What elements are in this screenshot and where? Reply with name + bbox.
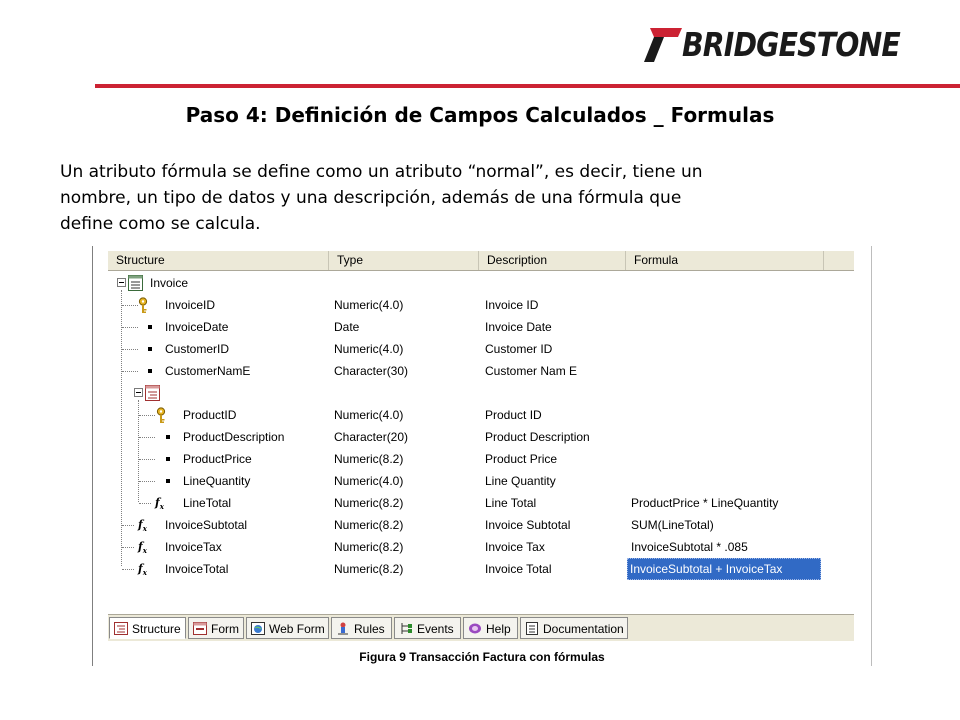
- structure-grid: [108, 246, 854, 612]
- attribute-bullet-icon: [148, 369, 152, 373]
- formula-fx-icon: $f_x$: [155, 496, 164, 512]
- grid-header: [108, 251, 854, 271]
- structure-icon: [114, 622, 128, 635]
- tree-row[interactable]: [108, 404, 854, 426]
- attribute-description: Line Total: [485, 496, 537, 510]
- tree-row[interactable]: [108, 448, 854, 470]
- attribute-name: CustomerID: [165, 342, 230, 356]
- tree-line: [122, 371, 138, 372]
- attribute-name: ProductPrice: [183, 452, 252, 466]
- tree-row[interactable]: [108, 558, 854, 580]
- slide-paragraph: Un atributo fórmula se define como un atributo “normal”, es decir, tiene un nombre, un tipo de datos y una descripción, además de una fórmula que define como se calcula.: [60, 162, 703, 234]
- key-icon: [156, 407, 166, 424]
- attribute-name: LineTotal: [183, 496, 232, 510]
- tab-label: Structure: [132, 622, 181, 636]
- collapse-toggle-icon[interactable]: [134, 388, 143, 397]
- attribute-type: Character(30): [334, 364, 409, 378]
- tab-label: Events: [417, 622, 454, 636]
- tree-row[interactable]: [108, 426, 854, 448]
- attribute-name: LineQuantity: [183, 474, 251, 488]
- tree-line: [122, 327, 138, 328]
- slide-title: Paso 4: Definición de Campos Calculados _ Formulas: [185, 103, 775, 127]
- tree-line: [122, 569, 134, 570]
- attribute-type: Numeric(8.2): [334, 496, 404, 510]
- attribute-type: Numeric(4.0): [334, 408, 404, 422]
- events-icon: [399, 622, 413, 635]
- tree-line: [139, 459, 155, 460]
- tree-row[interactable]: [108, 360, 854, 382]
- tree-row[interactable]: [108, 338, 854, 360]
- tree-line: [139, 415, 155, 416]
- attribute-type: Numeric(4.0): [334, 474, 404, 488]
- collapse-toggle-icon[interactable]: [117, 278, 126, 287]
- attribute-description: Invoice Date: [485, 320, 552, 334]
- bridgestone-logo: [642, 24, 922, 66]
- tree-row[interactable]: [108, 294, 854, 316]
- help-icon: [468, 622, 482, 635]
- attribute-description: Invoice Tax: [485, 540, 545, 554]
- attribute-bullet-icon: [166, 435, 170, 439]
- attribute-type: Numeric(8.2): [334, 540, 404, 554]
- column-header-structure[interactable]: Structure: [108, 251, 329, 270]
- attribute-description: Customer ID: [485, 342, 553, 356]
- tab-label: Rules: [354, 622, 385, 636]
- attribute-name: InvoiceTotal: [165, 562, 229, 576]
- formula-fx-icon: $f_x$: [138, 518, 147, 534]
- tree-row[interactable]: [108, 470, 854, 492]
- attribute-name: CustomerNamE: [165, 364, 251, 378]
- editor-tab-strip: [108, 614, 854, 641]
- attribute-name: InvoiceTax: [165, 540, 222, 554]
- tab-help[interactable]: [463, 617, 518, 639]
- tree-row-root[interactable]: [108, 272, 854, 294]
- attribute-type: Numeric(8.2): [334, 518, 404, 532]
- attribute-type: Character(20): [334, 430, 409, 444]
- attribute-description: Customer Nam E: [485, 364, 578, 378]
- tree-row-level[interactable]: [108, 382, 854, 404]
- tree-row[interactable]: [108, 536, 854, 558]
- attribute-description: Invoice ID: [485, 298, 539, 312]
- attribute-bullet-icon: [148, 347, 152, 351]
- attribute-type: Numeric(8.2): [334, 452, 404, 466]
- tree-row[interactable]: [108, 316, 854, 338]
- tree-line: [122, 525, 134, 526]
- tab-label: Help: [486, 622, 511, 636]
- column-header-formula[interactable]: Formula: [626, 251, 824, 270]
- attribute-formula[interactable]: ProductPrice * LineQuantity: [631, 496, 779, 510]
- attribute-formula-selected[interactable]: InvoiceSubtotal + InvoiceTax: [627, 558, 821, 580]
- tree-line: [122, 349, 138, 350]
- column-header-type[interactable]: Type: [329, 251, 479, 270]
- tab-label: Web Form: [269, 622, 325, 636]
- formula-fx-icon: $f_x$: [138, 540, 147, 556]
- attribute-type: Numeric(4.0): [334, 342, 404, 356]
- tab-label: Form: [211, 622, 239, 636]
- level-icon: [145, 385, 160, 401]
- tree-line: [122, 547, 134, 548]
- documentation-icon: [525, 622, 539, 635]
- attribute-name: ProductDescription: [183, 430, 285, 444]
- tab-structure[interactable]: [109, 617, 186, 639]
- attribute-type: Date: [334, 320, 360, 334]
- form-icon: [193, 622, 207, 635]
- transaction-screenshot: [92, 246, 872, 666]
- attribute-bullet-icon: [166, 457, 170, 461]
- attribute-formula[interactable]: InvoiceSubtotal * .085: [631, 540, 748, 554]
- tab-web-form[interactable]: [246, 617, 329, 639]
- web-form-icon: [251, 622, 265, 635]
- tree-line: [122, 305, 138, 306]
- column-header-description[interactable]: Description: [479, 251, 626, 270]
- attribute-description: Product ID: [485, 408, 542, 422]
- key-icon: [138, 297, 148, 314]
- attribute-description: Invoice Total: [485, 562, 552, 576]
- tab-rules[interactable]: [331, 617, 392, 639]
- tab-documentation[interactable]: [520, 617, 628, 639]
- tree-line: [139, 481, 155, 482]
- attribute-description: Line Quantity: [485, 474, 556, 488]
- tree-line: [139, 503, 151, 504]
- attribute-type: Numeric(8.2): [334, 562, 404, 576]
- formula-fx-icon: $f_x$: [138, 562, 147, 578]
- attribute-description: Product Price: [485, 452, 558, 466]
- tree-line: [139, 437, 155, 438]
- attribute-type: Numeric(4.0): [334, 298, 404, 312]
- transaction-icon: [128, 275, 143, 291]
- attribute-name: InvoiceSubtotal: [165, 518, 248, 532]
- attribute-bullet-icon: [148, 325, 152, 329]
- tree-row[interactable]: [108, 492, 854, 514]
- tree-row[interactable]: [108, 514, 854, 536]
- attribute-description: Invoice Subtotal: [485, 518, 571, 532]
- tab-events[interactable]: [394, 617, 461, 639]
- attribute-bullet-icon: [166, 479, 170, 483]
- attribute-name: ProductID: [183, 408, 237, 422]
- attribute-description: Product Description: [485, 430, 590, 444]
- header-divider: [95, 84, 960, 88]
- rules-icon: [336, 622, 350, 635]
- figure-caption: Figura 9 Transacción Factura con fórmulas: [359, 650, 605, 664]
- attribute-formula[interactable]: SUM(LineTotal): [631, 518, 714, 532]
- tab-label: Documentation: [543, 622, 624, 636]
- tab-form[interactable]: [188, 617, 244, 639]
- bridgestone-b-mark-icon: [642, 26, 682, 64]
- attribute-name: InvoiceDate: [165, 320, 229, 334]
- brand-name: BRIDGESTONE: [682, 25, 900, 64]
- attribute-name: InvoiceID: [165, 298, 216, 312]
- tree-root-label: Invoice: [150, 276, 189, 290]
